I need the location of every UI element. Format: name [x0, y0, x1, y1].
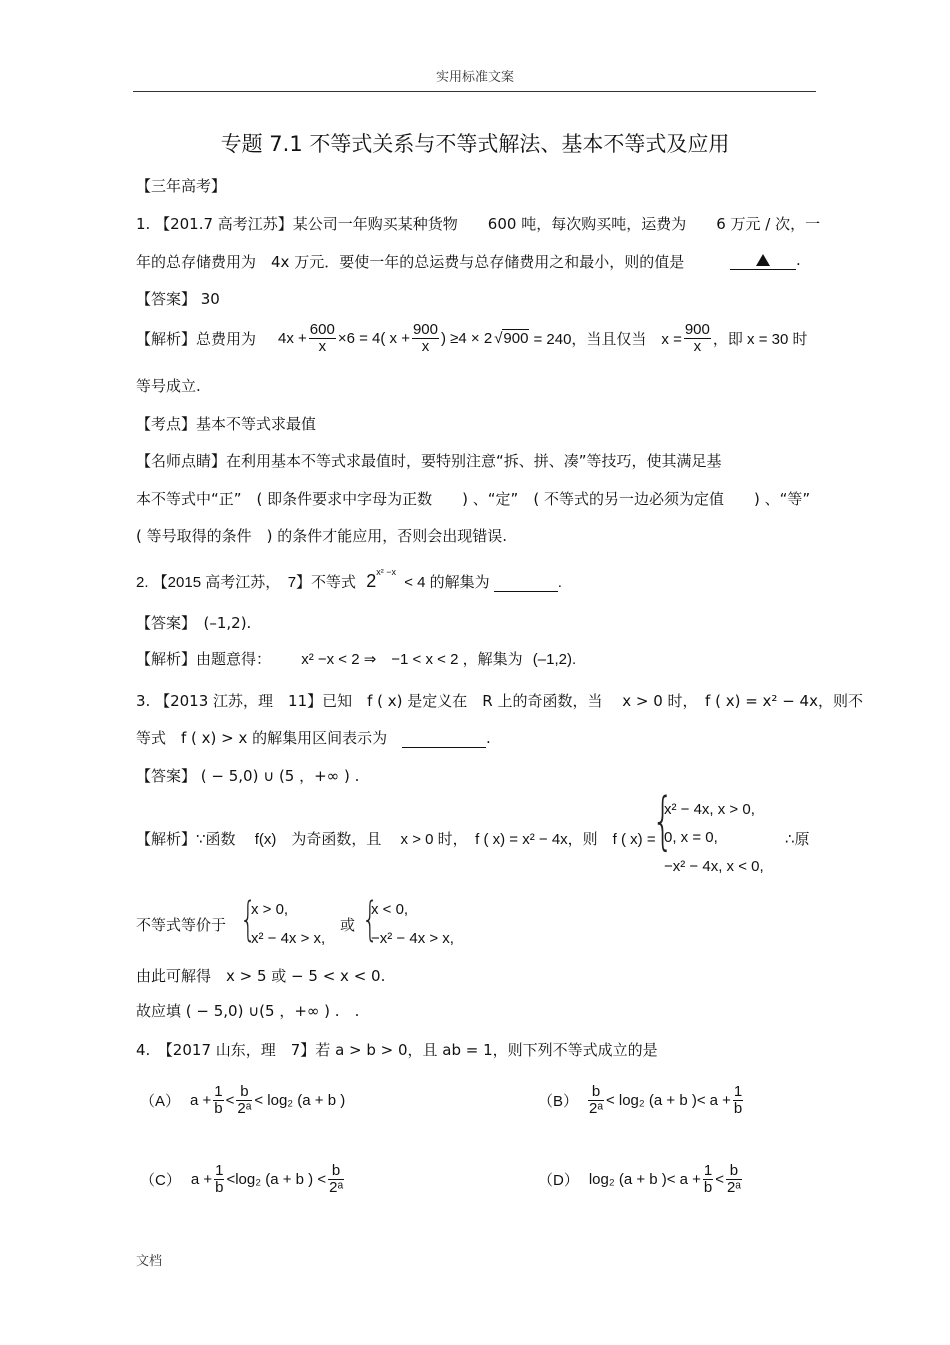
q4-optD-f1n: 1 [703, 1162, 713, 1179]
q4-optB-f2n: 1 [733, 1083, 743, 1100]
q1-equality: 等号成立. [136, 377, 201, 395]
q1-f2-den: x [421, 337, 430, 355]
q1-line2: 年的总存储费用为 4x 万元．要使一年的总运费与总存储费用之和最小，则的值是 [136, 253, 685, 271]
q1-analysis-label: 【解析】总费用为 [136, 330, 257, 348]
q1-expr-d: = 240，当且仅当 x = [533, 330, 682, 348]
q4-optA-f2n: b [236, 1084, 252, 1101]
q3-s1a: x > 0, [251, 901, 289, 918]
q4-optA-label: （A） [140, 1092, 181, 1110]
q1-f3-den: x [693, 337, 702, 355]
q3-therefore: ∴原 [785, 830, 810, 848]
q1-tip1: 【名师点睛】在利用基本不等式求最值时，要特别注意“拆、拼、凑”等技巧，使其满足基 [136, 452, 722, 470]
q2-analysis [136, 648, 576, 669]
q4-optD-f2d: 2ᵃ [726, 1178, 741, 1196]
q4-optD-f2n: b [726, 1163, 742, 1180]
q3-system2-brace: { [362, 892, 379, 946]
q2-expr: x² −x < 2 ⇒ −1 < x < 2 ，解集为 [301, 651, 523, 668]
q1-answer: 【答案】 30 [136, 290, 220, 308]
q1-blank [730, 251, 801, 270]
q4-optA-f1d: b [214, 1099, 223, 1117]
q4-optD-log: log₂ (a + b )< [588, 1170, 676, 1188]
q1-f1-num: 600 [309, 321, 335, 338]
q1-tip3: ( 等号取得的条件 ) 的条件才能应用，否则会出现错误. [136, 527, 508, 545]
q3-blank [402, 729, 486, 748]
q1-expr-b: ×6 = 4( x + [337, 329, 410, 347]
q3-s2b: −x² − 4x > x, [371, 930, 454, 947]
q4-optB-f2d: b [733, 1099, 743, 1117]
q4-optB-aplus: a + [709, 1091, 731, 1109]
q4-optA-log: < log₂ (a + b ) [254, 1091, 346, 1109]
q4-optC-aplus: a + [190, 1170, 213, 1188]
q4-optD-frac2 [726, 1163, 742, 1196]
q4-optB-frac2 [733, 1084, 743, 1117]
q4-optC-frac1 [214, 1163, 224, 1196]
q1-frac-900 [412, 322, 439, 355]
q3-s1b: x² − 4x > x, [251, 930, 326, 947]
q2-exponent: x² −x [376, 567, 397, 577]
q2-answer: 【答案】 (–1,2). [136, 614, 252, 632]
q3-case3: −x² − 4x, x < 0, [664, 858, 764, 875]
q1-expr-a: 4x + [278, 329, 307, 347]
q1-line2-end: . [796, 251, 801, 269]
q2-analysis-label: 【解析】由题意得： [136, 651, 272, 668]
q4-option-a [140, 1084, 345, 1117]
q2-stem-end: . [557, 574, 562, 591]
q1-sqrt: 900 [503, 330, 529, 348]
q4-stem: 4. 【2017 山东，理 7】若 a > b > 0，且 ab = 1，则下列不等式成立的是 [136, 1041, 658, 1059]
q4-optD-f1d: b [703, 1178, 713, 1196]
q4-optA-frac2 [236, 1084, 252, 1117]
q3-piecewise-brace: { [652, 784, 674, 857]
q4-optA-f2d: 2ᵃ [237, 1099, 252, 1117]
doc-title: 专题 7.1 不等式关系与不等式解法、基本不等式及应用 [220, 132, 730, 156]
q4-optD-lt: < [715, 1170, 724, 1188]
q1-frac-900b [684, 322, 711, 355]
q3-deduce: 由此可解得 x > 5 或 − 5 < x < 0. [136, 967, 386, 985]
q1-f3-num: 900 [684, 321, 710, 338]
q4-optC-log: <log₂ (a + b ) < [226, 1170, 327, 1188]
q1-kaodian: 【考点】基本不等式求最值 [136, 415, 317, 433]
q1-analysis: 【解析】总费用为 4x + $\frac{600}{x}$ ×6 = 4( x + $\frac{900}{x}$ ) ≥4 × 2 √ 900 = 240，当且仅当 x = $\frac{900}{x}$ ，即 x = 30 时 [136, 321, 808, 355]
q4-optC-f2d: 2ᵃ [329, 1178, 344, 1196]
q2-stem [136, 567, 562, 592]
q4-option-c [140, 1163, 346, 1196]
q4-optC-label: （C） [140, 1171, 181, 1189]
q4-optB-label: （B） [538, 1092, 579, 1110]
header-rule [133, 91, 816, 92]
q4-option-b [538, 1084, 745, 1117]
q3-case1: x² − 4x, x > 0, [664, 801, 755, 818]
q4-optC-f1d: b [215, 1178, 224, 1196]
q2-stem-b: < 4 的解集为 [404, 574, 490, 591]
q2-result: (–1,2). [532, 651, 577, 668]
q3-or: 或 [340, 916, 356, 934]
page-header: 实用标准文案 [435, 70, 514, 85]
page-footer: 文档 [136, 1254, 163, 1269]
q2-stem-a: 2. 【2015 高考江苏， 7】不等式 [136, 574, 357, 591]
triangle-icon [756, 254, 770, 266]
q4-option-d [538, 1163, 744, 1196]
q3-line1: 3. 【2013 江苏，理 11】已知 f ( x) 是定义在 R 上的奇函数，当 x > 0 时， f ( x) = x² − 4x，则不 [136, 692, 863, 710]
q4-optA-lt: < [225, 1091, 235, 1109]
q3-answer: 【答案】 ( − 5,0) ∪ (5 ，+∞ ) . [136, 767, 360, 785]
q3-line2-text: 等式 f ( x) > x 的解集用区间表示为 [136, 729, 388, 747]
q1-line1: 1. 【201.7 高考江苏】某公司一年购买某种货物 600 吨，每次购买吨，运费为 6 万元 / 次，一 [136, 215, 821, 233]
q4-optC-frac2 [328, 1163, 344, 1196]
q4-optC-f2n: b [328, 1163, 344, 1180]
q2-base: 2 [366, 571, 377, 591]
q1-f2-num: 900 [412, 321, 438, 338]
q4-optA-aplus: a + [190, 1091, 212, 1109]
q4-optD-aplus: a + [679, 1170, 701, 1188]
q1-f1-den: x [318, 337, 327, 355]
q3-s2a: x < 0, [371, 901, 409, 918]
q3-case2: 0, x = 0, [664, 829, 718, 846]
q3-line2-end: . [485, 729, 491, 747]
q3-fill: 故应填 ( − 5,0) ∪(5 ，+∞ ) . . [136, 1002, 360, 1020]
q1-expr-e: ，即 x = 30 时 [712, 330, 808, 348]
q1-tip2: 本不等式中“正” ( 即条件要求中字母为正数 ) 、“定” ( 不等式的另一边必须为定值 ) 、“等” [136, 490, 811, 508]
q4-optB-f1n: b [588, 1084, 604, 1101]
q4-optA-frac1 [213, 1084, 223, 1117]
q1-expr-c: ) ≥4 × 2 [441, 329, 493, 347]
q2-blank [494, 574, 558, 592]
section-label: 【三年高考】 [136, 177, 227, 195]
q4-optB-f1d: 2ᵃ [589, 1099, 603, 1117]
q3-line2 [136, 727, 491, 748]
q3-system1-brace: { [240, 892, 257, 946]
q3-equiv-label: 不等式等价于 [136, 916, 227, 934]
q4-optD-label: （D） [538, 1171, 579, 1189]
q4-optB-log: < log₂ (a + b )< [605, 1091, 706, 1109]
q4-optA-f1n: 1 [214, 1083, 223, 1100]
q4-optB-frac1 [588, 1084, 604, 1117]
q1-frac-600 [309, 322, 336, 355]
q3-analysis: 【解析】∵函数 f(x) 为奇函数，且 x > 0 时， f ( x) = x² − 4x，则 f ( x) = [136, 831, 656, 848]
q4-optC-f1n: 1 [215, 1162, 224, 1179]
q4-optD-frac1 [703, 1163, 713, 1196]
